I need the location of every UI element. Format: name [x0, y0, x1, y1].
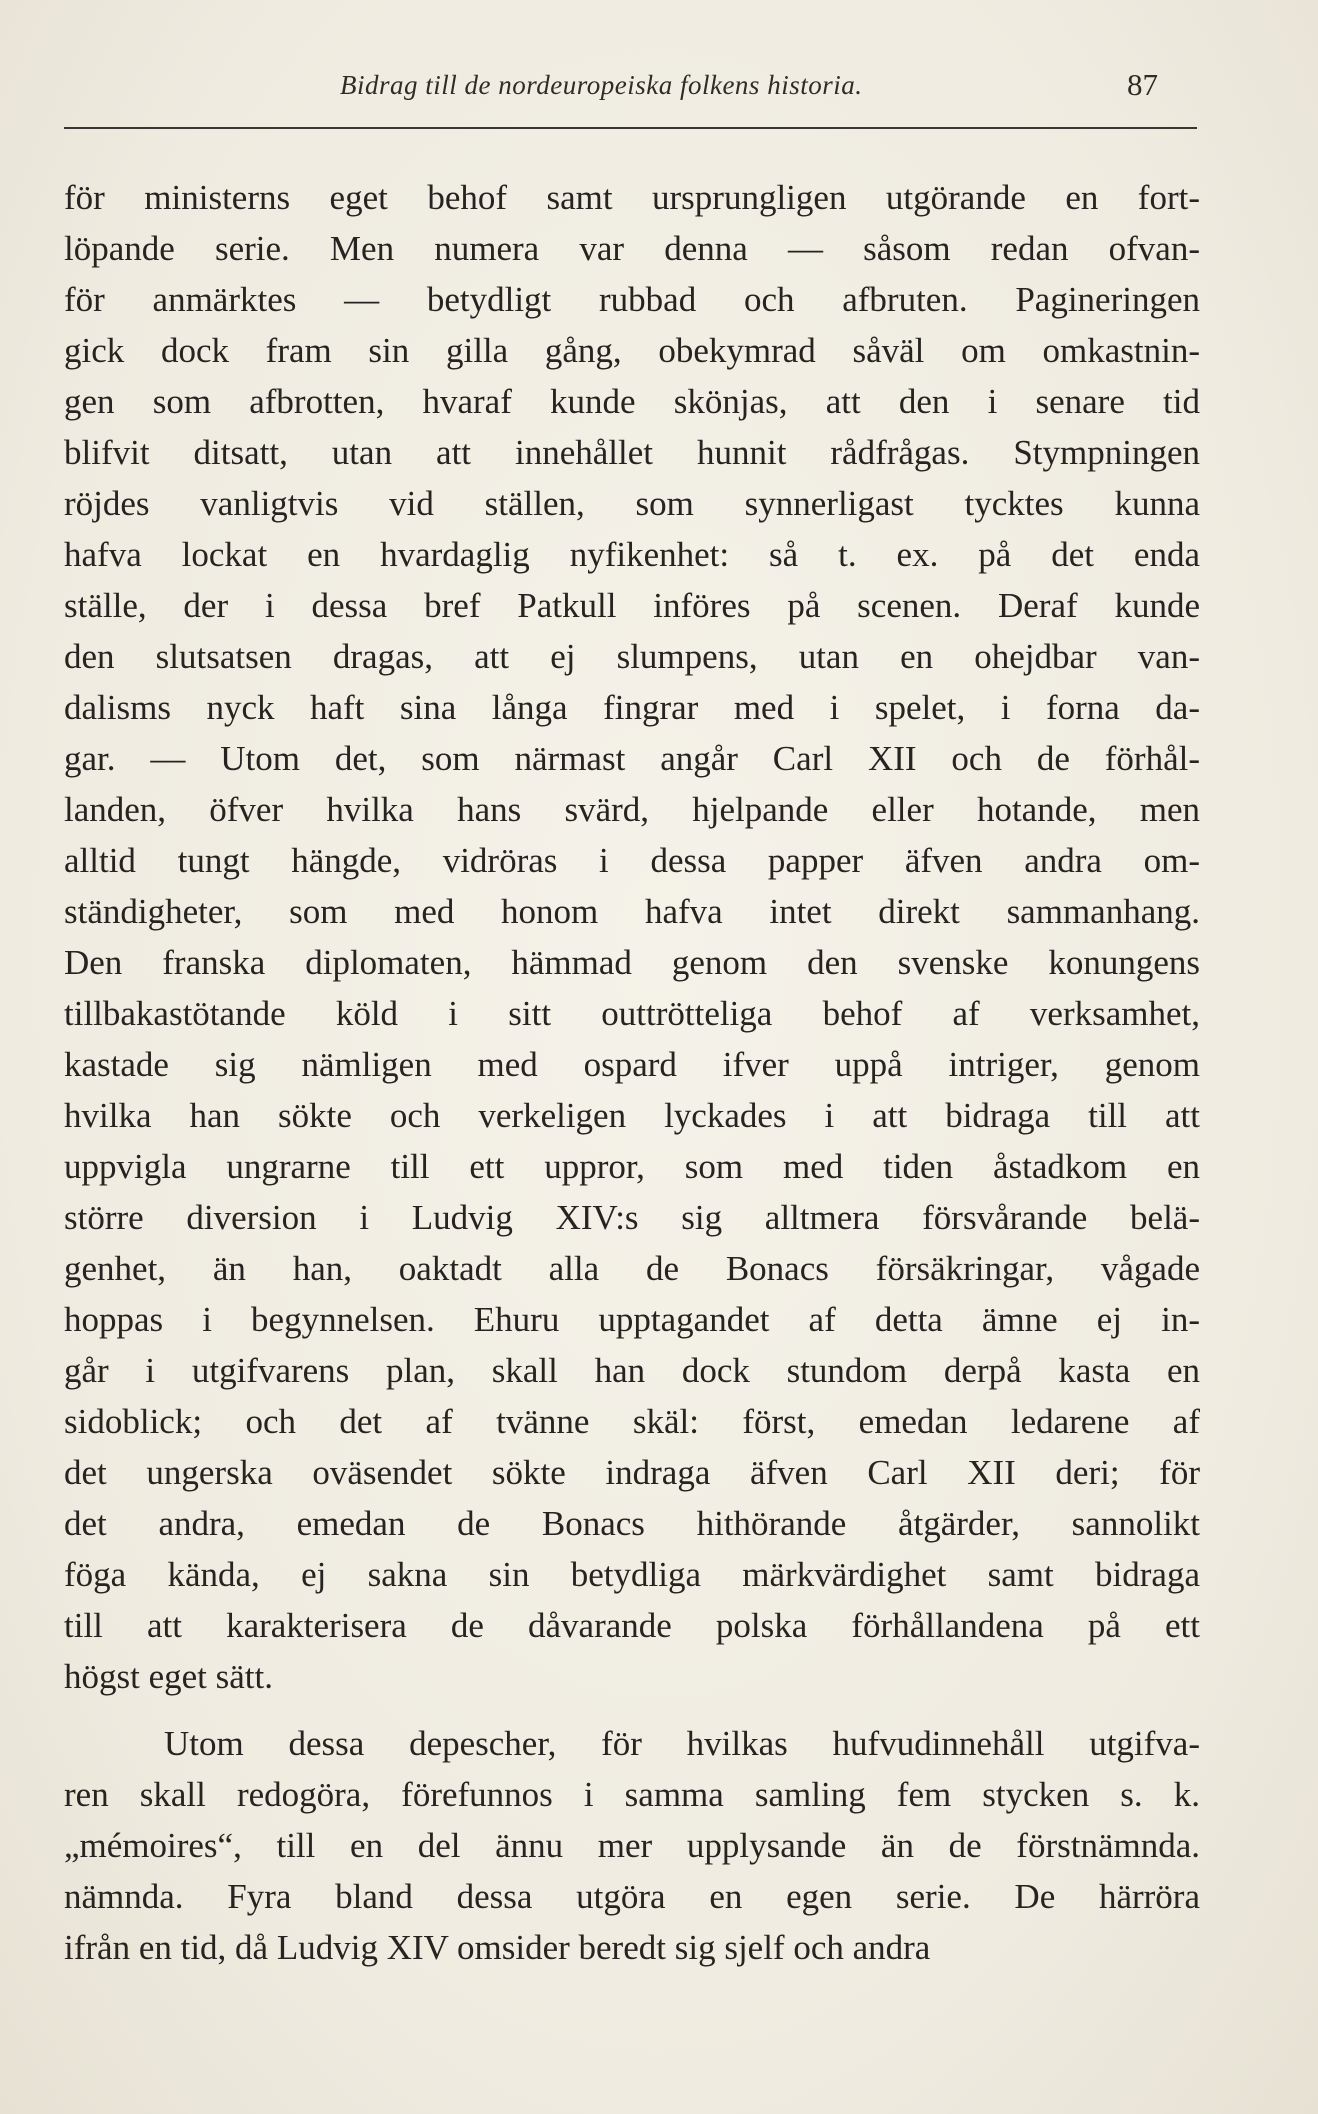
text-line: till att karakterisera de dåvarande polska förhållandena på ett [64, 1606, 1200, 1645]
text-line: högst eget sätt. [64, 1657, 273, 1696]
text-line: ifrån en tid, då Ludvig XIV omsider beredt sig sjelf och andra [64, 1928, 931, 1967]
text-line: hvilka han sökte och verkeligen lyckades i att bidraga till att [64, 1096, 1200, 1135]
text-line: sidoblick; och det af tvänne skäl: först, emedan ledarene af [64, 1402, 1200, 1441]
text-line: det ungerska oväsendet sökte indraga äfven Carl XII deri; för [64, 1453, 1200, 1492]
text-line: tillbakastötande köld i sitt outtrötteliga behof af verksamhet, [64, 994, 1200, 1033]
text-line: ren skall redogöra, förefunnos i samma samling fem stycken s. k. [64, 1775, 1200, 1814]
text-line: för ministerns eget behof samt ursprungligen utgörande en fort- [64, 178, 1200, 217]
text-line: gen som afbrotten, hvaraf kunde skönjas, att den i senare tid [64, 382, 1200, 421]
text-line: röjdes vanligtvis vid ställen, som synnerligast tycktes kunna [64, 484, 1200, 523]
text-line: hoppas i begynnelsen. Ehuru upptagandet af detta ämne ej in- [64, 1300, 1200, 1339]
text-line: uppvigla ungrarne till ett uppror, som med tiden åstadkom en [64, 1147, 1200, 1186]
text-line: genhet, än han, oaktadt alla de Bonacs försäkringar, vågade [64, 1249, 1200, 1288]
text-line: „mémoires“, till en del ännu mer upplysande än de förstnämnda. [64, 1826, 1200, 1865]
page-number: 87 [1127, 67, 1158, 102]
text-line: blifvit ditsatt, utan att innehållet hunnit rådfrågas. Stympningen [64, 433, 1200, 472]
text-line: större diversion i Ludvig XIV:s sig alltmera försvårande belä- [64, 1198, 1200, 1237]
paragraph-2 [64, 1718, 1200, 1973]
text-line: Utom dessa depescher, för hvilkas hufvudinnehåll utgifva- [164, 1724, 1200, 1763]
text-line: föga kända, ej sakna sin betydliga märkvärdighet samt bidraga [64, 1555, 1200, 1594]
text-line: för anmärktes — betydligt rubbad och afbruten. Pagineringen [64, 280, 1200, 319]
text-line: landen, öfver hvilka hans svärd, hjelpande eller hotande, men [64, 790, 1200, 829]
text-line: ständigheter, som med honom hafva intet direkt sammanhang. [64, 892, 1200, 931]
paragraph-gap [64, 1702, 1200, 1718]
text-line: kastade sig nämligen med ospard ifver uppå intriger, genom [64, 1045, 1200, 1084]
text-line: går i utgifvarens plan, skall han dock stundom derpå kasta en [64, 1351, 1200, 1390]
text-line: hafva lockat en hvardaglig nyfikenhet: så t. ex. på det enda [64, 535, 1200, 574]
text-line: löpande serie. Men numera var denna — såsom redan ofvan- [64, 229, 1200, 268]
running-head: Bidrag till de nordeuropeiska folkens historia. [340, 70, 863, 100]
body-text [64, 172, 1200, 1973]
text-line: ställe, der i dessa bref Patkull införes på scenen. Deraf kunde [64, 586, 1200, 625]
text-line: alltid tungt hängde, vidröras i dessa papper äfven andra om- [64, 841, 1200, 880]
paragraph-1 [64, 172, 1200, 1702]
text-line: nämnda. Fyra bland dessa utgöra en egen serie. De härröra [64, 1877, 1200, 1916]
text-line: det andra, emedan de Bonacs hithörande åtgärder, sannolikt [64, 1504, 1200, 1543]
text-line: gick dock fram sin gilla gång, obekymrad såväl om omkastnin- [64, 331, 1200, 370]
text-line: den slutsatsen dragas, att ej slumpens, utan en ohejdbar van- [64, 637, 1200, 676]
text-line: gar. — Utom det, som närmast angår Carl XII och de förhål- [64, 739, 1200, 778]
text-line: dalisms nyck haft sina långa fingrar med i spelet, i forna da- [64, 688, 1200, 727]
header-rule [64, 127, 1197, 129]
text-line: Den franska diplomaten, hämmad genom den svenske konungens [64, 943, 1200, 982]
